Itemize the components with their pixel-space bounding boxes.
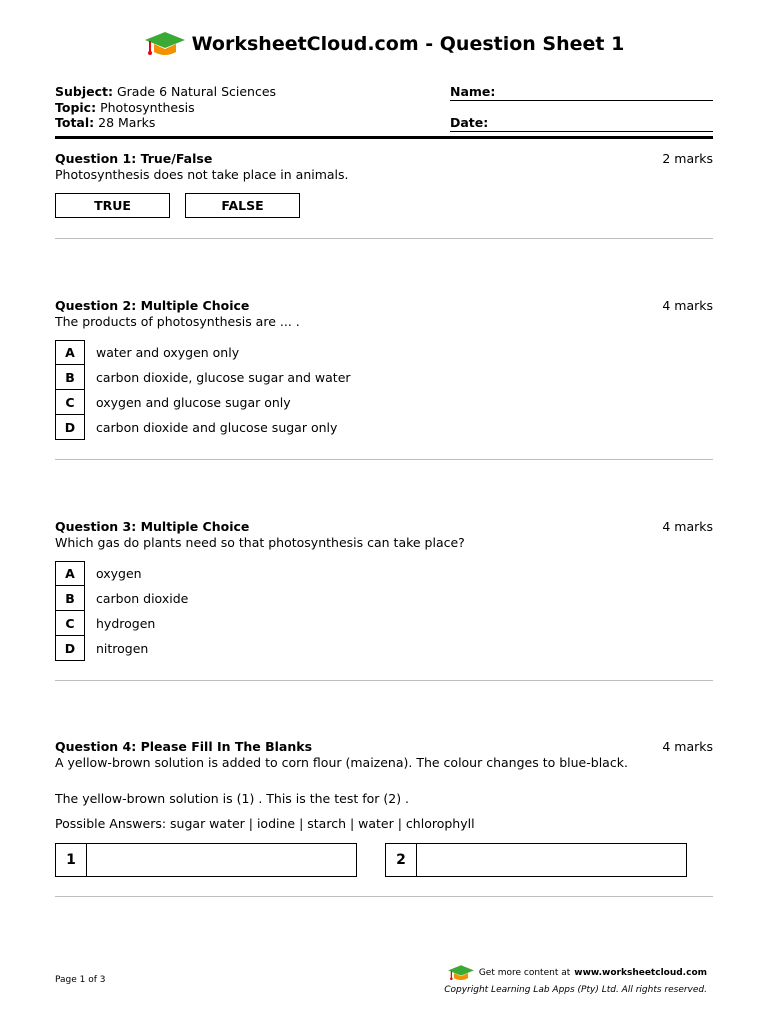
option-letter: A	[55, 340, 85, 365]
question-4	[55, 739, 713, 877]
question-title: Question 4: Please Fill In The Blanks	[55, 739, 313, 754]
option-text: carbon dioxide and glucose sugar only	[96, 420, 338, 435]
option-c[interactable]	[55, 390, 713, 415]
option-d[interactable]	[55, 636, 713, 661]
question-text: The products of photosynthesis are ... .	[55, 314, 300, 329]
name-label: Name:	[450, 84, 496, 99]
question-title: Question 1: True/False	[55, 151, 213, 166]
blank-1-input[interactable]	[87, 844, 356, 876]
blank-2-field[interactable]	[385, 843, 687, 877]
option-letter: A	[55, 561, 85, 586]
question-3	[55, 519, 713, 661]
option-b[interactable]	[55, 586, 713, 611]
true-option[interactable]: TRUE	[55, 193, 170, 218]
date-line	[450, 131, 713, 132]
date-field[interactable]	[450, 115, 713, 130]
question-marks: 4 marks	[662, 739, 713, 754]
footer-more-text: Get more content at	[478, 968, 571, 978]
worksheet-meta	[55, 84, 276, 131]
question-text: A yellow-brown solution is added to corn flour (maizena). The colour changes to blue-black.	[55, 755, 628, 770]
option-text: hydrogen	[96, 616, 156, 631]
option-d[interactable]	[55, 415, 713, 440]
blank-1-field[interactable]	[55, 843, 357, 877]
option-letter: B	[55, 586, 85, 611]
question-divider	[55, 238, 713, 239]
question-marks: 4 marks	[662, 519, 713, 534]
possible-answers: Possible Answers: sugar water | iodine | starch | water | chlorophyll	[55, 816, 475, 831]
option-letter: B	[55, 365, 85, 390]
question-divider	[55, 896, 713, 897]
multiple-choice-options	[55, 561, 713, 661]
option-letter: D	[55, 415, 85, 440]
name-line	[450, 100, 713, 101]
subject-label: Subject:	[55, 84, 113, 99]
name-field[interactable]	[450, 84, 713, 99]
option-letter: C	[55, 611, 85, 636]
footer	[444, 964, 707, 995]
header-divider	[55, 136, 713, 139]
question-2	[55, 298, 713, 440]
question-1	[55, 151, 713, 218]
option-text: oxygen and glucose sugar only	[96, 395, 291, 410]
page-title: WorksheetCloud.com - Question Sheet 1	[191, 33, 625, 55]
date-label: Date:	[450, 115, 489, 130]
option-a[interactable]	[55, 561, 713, 586]
question-title: Question 2: Multiple Choice	[55, 298, 250, 313]
option-text: oxygen	[96, 566, 142, 581]
false-option[interactable]: FALSE	[185, 193, 300, 218]
question-divider	[55, 459, 713, 460]
question-marks: 4 marks	[662, 298, 713, 313]
subject-value: Grade 6 Natural Sciences	[116, 84, 277, 99]
fill-sentence: The yellow-brown solution is (1) . This is the test for (2) .	[55, 791, 410, 806]
header	[0, 30, 768, 62]
option-text: carbon dioxide, glucose sugar and water	[96, 370, 351, 385]
question-text: Photosynthesis does not take place in animals.	[55, 167, 349, 182]
topic-label: Topic:	[55, 99, 97, 115]
option-a[interactable]	[55, 340, 713, 365]
option-text: water and oxygen only	[96, 345, 240, 360]
option-c[interactable]	[55, 611, 713, 636]
question-text: Which gas do plants need so that photosynthesis can take place?	[55, 535, 465, 550]
footer-url-link[interactable]: www.worksheetcloud.com	[574, 968, 707, 978]
page-number: Page 1 of 3	[55, 975, 106, 985]
question-divider	[55, 680, 713, 681]
blank-2-input[interactable]	[417, 844, 686, 876]
topic-value: Photosynthesis	[100, 99, 195, 115]
copyright-text: Copyright Learning Lab Apps (Pty) Ltd. All rights reserved.	[444, 985, 707, 995]
total-label: Total:	[55, 115, 95, 130]
total-value: 28 Marks	[98, 115, 156, 130]
graduation-cap-icon	[144, 30, 186, 58]
option-letter: D	[55, 636, 85, 661]
question-marks: 2 marks	[662, 151, 713, 166]
blank-number: 2	[386, 844, 417, 876]
option-text: nitrogen	[96, 641, 149, 656]
graduation-cap-icon	[447, 964, 475, 982]
multiple-choice-options	[55, 340, 713, 440]
blank-number: 1	[56, 844, 87, 876]
option-b[interactable]	[55, 365, 713, 390]
option-text: carbon dioxide	[96, 591, 189, 606]
option-letter: C	[55, 390, 85, 415]
question-title: Question 3: Multiple Choice	[55, 519, 250, 534]
